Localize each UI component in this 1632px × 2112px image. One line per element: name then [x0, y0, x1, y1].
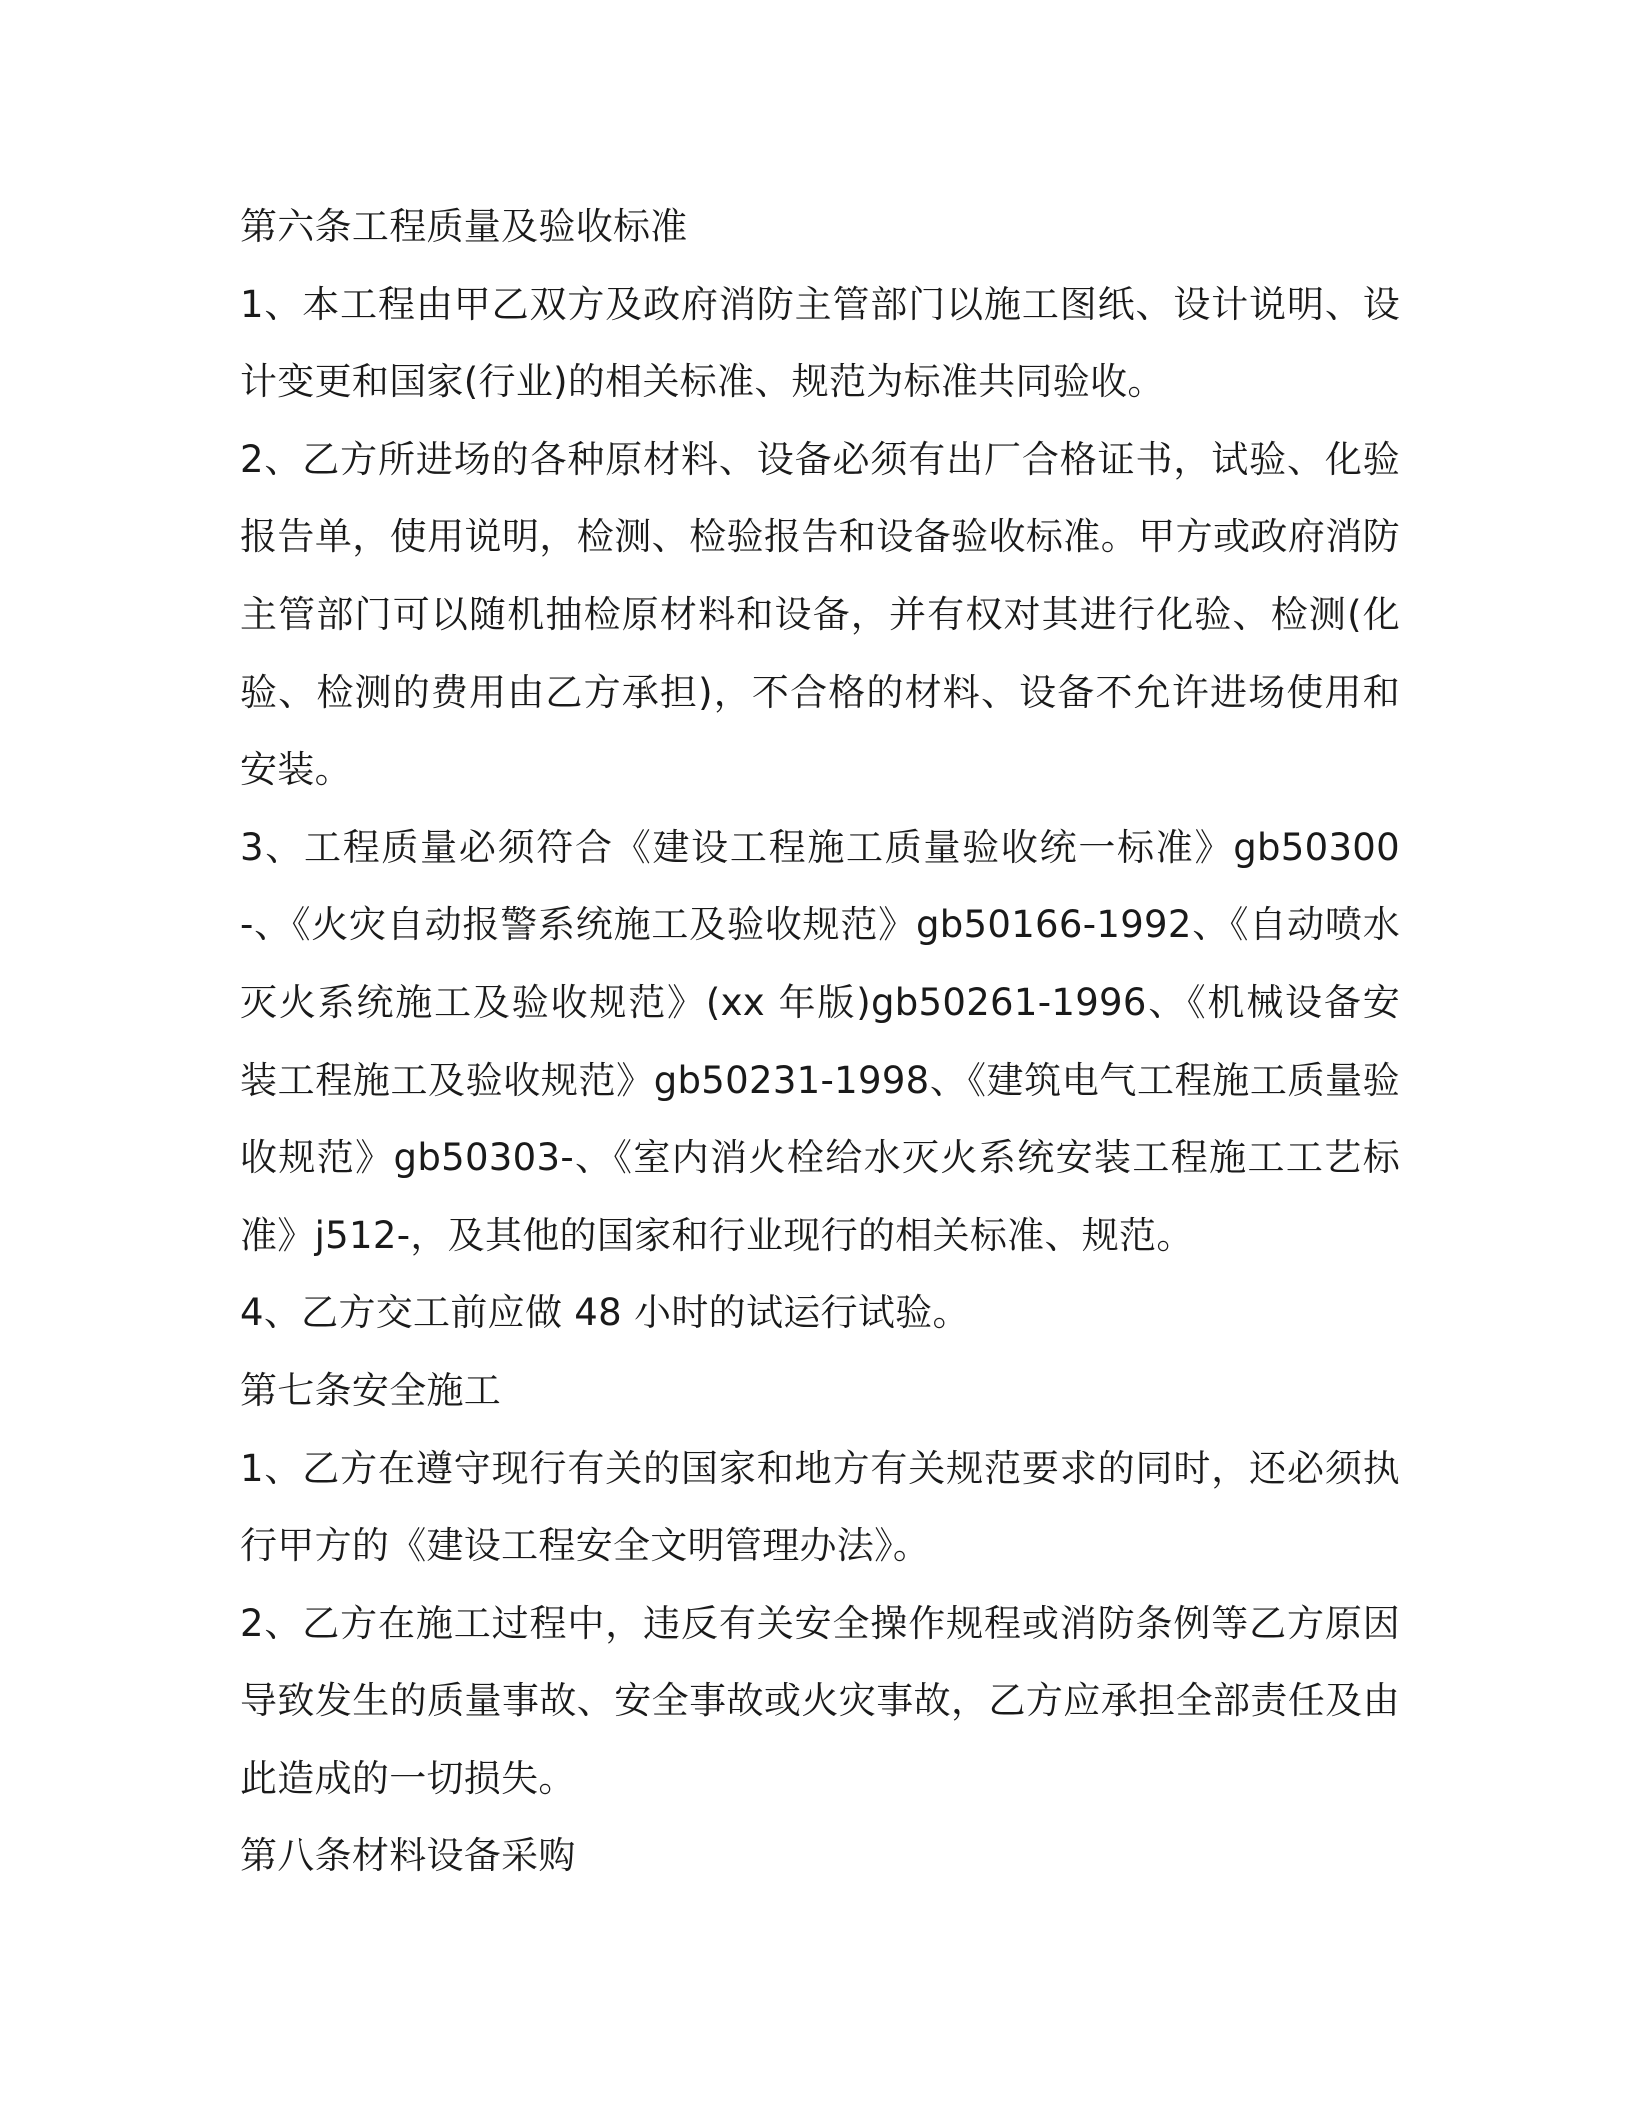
section-6-title: 第六条工程质量及验收标准 [240, 205, 688, 248]
section-6-item-2: 2、乙方所进场的各种原材料、设备必须有出厂合格证书，试验、化验报告单，使用说明，检测、检验报告和设备验收标准。甲方或政府消防主管部门可以随机抽检原材料和设备，并有权对其进行化验、检测(化验、检测的费用由乙方承担)，不合格的材料、设备不允许进场使用和安装。 [240, 437, 1400, 792]
section-8-title: 第八条材料设备采购 [240, 1834, 576, 1878]
section-7-item-2: 2、乙方在施工过程中，违反有关安全操作规程或消防条例等乙方原因导致发生的质量事故、安全事故或火灾事故，乙方应承担全部责任及由此造成的一切损失。 [240, 1601, 1400, 1800]
document-page [240, 188, 1400, 1895]
section-6-item-4: 4、乙方交工前应做 48 小时的试运行试验。 [240, 1291, 970, 1335]
section-6-item-1: 1、本工程由甲乙双方及政府消防主管部门以施工图纸、设计说明、设计变更和国家(行业)的相关标准、规范为标准共同验收。 [240, 282, 1400, 404]
section-6-item-3: 3、工程质量必须符合《建设工程施工质量验收统一标准》gb50300-、《火灾自动报警系统施工及验收规范》gb50166-1992、《自动喷水灭火系统施工及验收规范》(xx 年版)gb50261-1996、《机械设备安装工程施工及验收规范》gb50231-1998、《建筑电气工程施工质量验收规范》gb50303-、《室内消火栓给水灭火系统安装工程施工工艺标准》j512-，及其他的国家和行业现行的相关标准、规范。 [240, 825, 1400, 1257]
section-7-title: 第七条安全施工 [240, 1368, 502, 1412]
section-7-item-1: 1、乙方在遵守现行有关的国家和地方有关规范要求的同时，还必须执行甲方的《建设工程安全文明管理办法》。 [240, 1446, 1400, 1568]
